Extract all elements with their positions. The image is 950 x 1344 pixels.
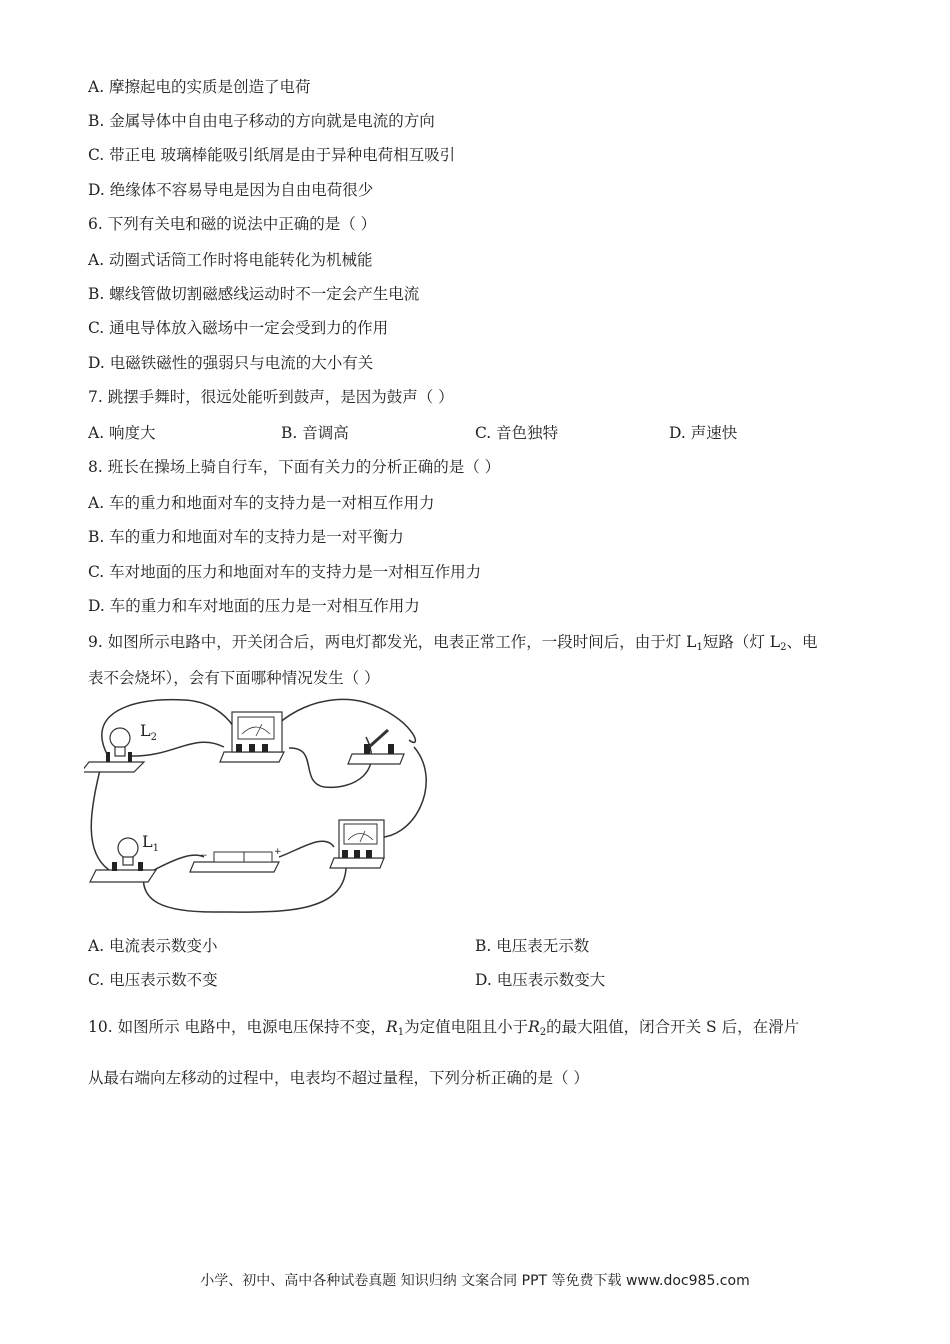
q6-stem: 6. 下列有关电和磁的说法中正确的是（ ）	[88, 215, 377, 233]
switch-icon	[348, 730, 404, 764]
q6-option-d: D. 电磁铁磁性的强弱只与电流的大小有关	[88, 354, 374, 372]
q9-option-a: A. 电流表示数变小	[88, 937, 218, 955]
q7-option-a: A. 响度大	[88, 424, 156, 442]
q10-stem-line1: 10. 如图所示 电路中，电源电压保持不变，$R_1$为定值电阻且小于$R_2$的最大阻值，闭合开关 S 后，在滑片	[88, 1018, 800, 1038]
q9-stem-line2: 表不会烧坏），会有下面哪种情况发生（ ）	[88, 669, 380, 687]
q10-stem-line2: 从最右端向左移动的过程中，电表均不超过量程，下列分析正确的是（ ）	[88, 1069, 589, 1087]
q6-option-a: A. 动圈式话筒工作时将电能转化为机械能	[88, 251, 373, 269]
q7-option-b: B. 音调高	[281, 424, 349, 442]
q5-option-c: C. 带正电 玻璃棒能吸引纸屑是由于异种电荷相互吸引	[88, 146, 456, 164]
label-l2: $L_2$	[140, 721, 157, 743]
battery-icon	[190, 847, 282, 872]
q7-option-d: D. 声速快	[669, 424, 738, 442]
q9-stem-line1: 9. 如图所示电路中，开关闭合后，两电灯都发光，电表正常工作，一段时间后，由于灯 $L_1$短路（灯 $L_2$、电	[88, 633, 818, 653]
q9-option-d: D. 电压表示数变大	[475, 971, 606, 989]
q5-option-a: A. 摩擦起电的实质是创造了电荷	[88, 78, 311, 96]
q9-option-b: B. 电压表无示数	[475, 937, 590, 955]
q8-option-c: C. 车对地面的压力和地面对车的支持力是一对相互作用力	[88, 563, 482, 581]
q7-stem: 7. 跳摆手舞时，很远处能听到鼓声，是因为鼓声（ ）	[88, 388, 454, 406]
q5-option-b: B. 金属导体中自由电子移动的方向就是电流的方向	[88, 112, 435, 130]
q6-option-c: C. 通电导体放入磁场中一定会受到力的作用	[88, 319, 389, 337]
q8-option-d: D. 车的重力和车对地面的压力是一对相互作用力	[88, 597, 420, 615]
q9-circuit-diagram	[84, 692, 434, 914]
page-footer: 小学、初中、高中各种试卷真题 知识归纳 文案合同 PPT 等免费下载 www.doc985.com	[200, 1273, 750, 1289]
svg-text:+: +	[274, 847, 282, 857]
wire-l2-right	[132, 742, 224, 756]
svg-text:−: −	[200, 851, 208, 861]
q6-option-b: B. 螺线管做切割磁感线运动时不一定会产生电流	[88, 285, 420, 303]
q8-stem: 8. 班长在操场上骑自行车，下面有关力的分析正确的是（ ）	[88, 458, 501, 476]
wire-battery-to-ammeter	[279, 841, 334, 857]
q8-option-a: A. 车的重力和地面对车的支持力是一对相互作用力	[88, 494, 435, 512]
q5-option-d: D. 绝缘体不容易导电是因为自由电荷很少	[88, 181, 374, 199]
ammeter-icon	[330, 820, 384, 868]
wire-l2-to-l1	[91, 762, 109, 870]
q8-option-b: B. 车的重力和地面对车的支持力是一对平衡力	[88, 528, 404, 546]
voltmeter-icon	[220, 712, 284, 762]
q9-option-c: C. 电压表示数不变	[88, 971, 218, 989]
bulb-l2-icon	[84, 728, 144, 772]
label-l1: $L_1$	[142, 832, 159, 854]
q7-option-c: C. 音色独特	[475, 424, 559, 442]
